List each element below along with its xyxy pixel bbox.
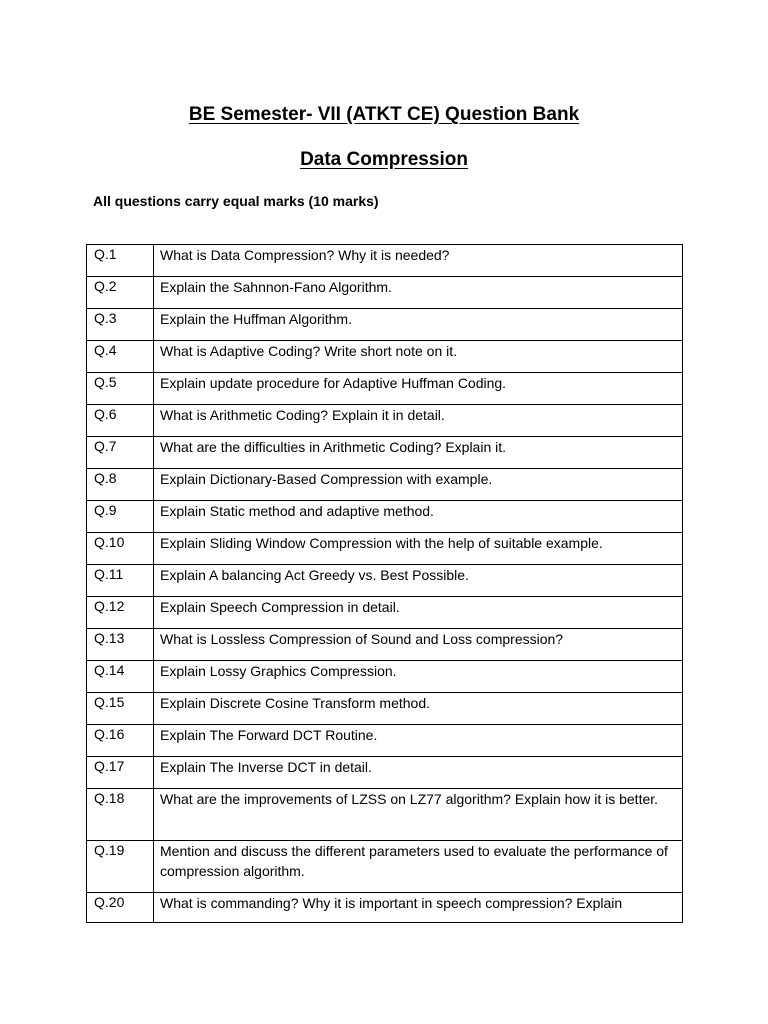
table-row: [87, 469, 683, 501]
question-number-cell: [87, 373, 154, 405]
question-text-cell: [154, 469, 683, 501]
question-number-cell: [87, 661, 154, 693]
table-row: [87, 309, 683, 341]
question-number: Q.8: [94, 470, 117, 486]
table-row: [87, 629, 683, 661]
question-number: Q.7: [94, 438, 117, 454]
subject-title: Data Compression: [300, 149, 468, 170]
table-row: [87, 893, 683, 923]
question-text: Explain Lossy Graphics Compression.: [160, 663, 397, 679]
question-number: Q.12: [94, 598, 125, 614]
question-text-cell: [154, 789, 683, 841]
question-text: Explain the Huffman Algorithm.: [160, 311, 352, 327]
question-number-cell: [87, 245, 154, 277]
question-number-cell: [87, 725, 154, 757]
question-number-cell: [87, 841, 154, 893]
question-text-cell: [154, 245, 683, 277]
question-number: Q.5: [94, 374, 117, 390]
question-text: Explain Dictionary-Based Compression with example.: [160, 471, 493, 487]
question-table: [86, 244, 683, 923]
question-text-cell: [154, 629, 683, 661]
question-text: Explain The Inverse DCT in detail.: [160, 759, 372, 775]
question-number-cell: [87, 789, 154, 841]
question-text: Explain A balancing Act Greedy vs. Best Possible.: [160, 567, 469, 583]
table-row: [87, 565, 683, 597]
question-number-cell: [87, 309, 154, 341]
question-text-cell: [154, 565, 683, 597]
question-text: Explain The Forward DCT Routine.: [160, 727, 378, 743]
question-number: Q.9: [94, 502, 117, 518]
table-row: [87, 533, 683, 565]
table-row: [87, 341, 683, 373]
question-text-cell: [154, 277, 683, 309]
question-number-cell: [87, 469, 154, 501]
table-row: [87, 661, 683, 693]
question-text: What is Lossless Compression of Sound and Loss compression?: [160, 631, 564, 647]
table-row: [87, 693, 683, 725]
question-number: Q.1: [94, 246, 117, 262]
question-text-cell: [154, 501, 683, 533]
question-number-cell: [87, 693, 154, 725]
question-number: Q.10: [94, 534, 125, 550]
question-text: What is Arithmetic Coding? Explain it in detail.: [160, 407, 445, 423]
question-text-cell: [154, 757, 683, 789]
question-number: Q.14: [94, 662, 125, 678]
table-row: [87, 405, 683, 437]
question-text: What is Adaptive Coding? Write short note on it.: [160, 343, 458, 359]
question-text-cell: [154, 341, 683, 373]
question-number: Q.15: [94, 694, 125, 710]
question-text: Explain Speech Compression in detail.: [160, 599, 400, 615]
marks-instruction: All questions carry equal marks (10 marks): [93, 193, 379, 209]
question-text: Explain Sliding Window Compression with the help of suitable example.: [160, 535, 603, 551]
question-number-cell: [87, 533, 154, 565]
table-row: [87, 277, 683, 309]
question-number-cell: [87, 597, 154, 629]
question-number-cell: [87, 501, 154, 533]
question-number: Q.20: [94, 894, 125, 910]
question-text-cell: [154, 841, 683, 893]
question-text-cell: [154, 437, 683, 469]
question-number: Q.11: [94, 566, 124, 582]
question-number-cell: [87, 565, 154, 597]
page-title: BE Semester- VII (ATKT CE) Question Bank: [188, 104, 580, 125]
question-number: Q.4: [94, 342, 117, 358]
table-row: [87, 501, 683, 533]
table-row: [87, 841, 683, 893]
question-text-cell: [154, 693, 683, 725]
question-text-cell: [154, 661, 683, 693]
question-number-cell: [87, 629, 154, 661]
question-number-cell: [87, 341, 154, 373]
question-text: Explain Discrete Cosine Transform method.: [160, 695, 430, 711]
question-text-cell: [154, 725, 683, 757]
question-text: What are the difficulties in Arithmetic Coding? Explain it.: [160, 439, 507, 455]
question-number: Q.3: [94, 310, 117, 326]
question-text-cell: [154, 597, 683, 629]
question-number-cell: [87, 277, 154, 309]
question-text: Explain Static method and adaptive method.: [160, 503, 434, 519]
question-text-cell: [154, 373, 683, 405]
table-row: [87, 245, 683, 277]
question-number: Q.2: [94, 278, 117, 294]
question-number-cell: [87, 405, 154, 437]
question-number-cell: [87, 757, 154, 789]
question-number: Q.19: [94, 842, 125, 858]
table-row: [87, 373, 683, 405]
question-number: Q.13: [94, 630, 125, 646]
question-number-cell: [87, 437, 154, 469]
question-text: Explain update procedure for Adaptive Huffman Coding.: [160, 375, 507, 391]
question-number: Q.18: [94, 790, 125, 806]
question-text: Explain the Sahnnon-Fano Algorithm.: [160, 279, 392, 295]
question-text: Mention and discuss the different parameters used to evaluate the performance of compression algorithm.: [160, 843, 668, 879]
question-number-cell: [87, 893, 154, 923]
question-text-cell: [154, 309, 683, 341]
question-text: What are the improvements of LZSS on LZ77 algorithm? Explain how it is better.: [160, 791, 659, 807]
table-row: [87, 597, 683, 629]
question-text-cell: [154, 893, 683, 923]
table-row: [87, 725, 683, 757]
table-row: [87, 757, 683, 789]
question-number: Q.17: [94, 758, 125, 774]
table-row: [87, 437, 683, 469]
table-row: [87, 789, 683, 841]
question-text: What is Data Compression? Why it is needed?: [160, 247, 450, 263]
question-text: What is commanding? Why it is important in speech compression? Explain: [160, 895, 623, 911]
question-text-cell: [154, 533, 683, 565]
question-number: Q.16: [94, 726, 125, 742]
question-text-cell: [154, 405, 683, 437]
question-number: Q.6: [94, 406, 117, 422]
